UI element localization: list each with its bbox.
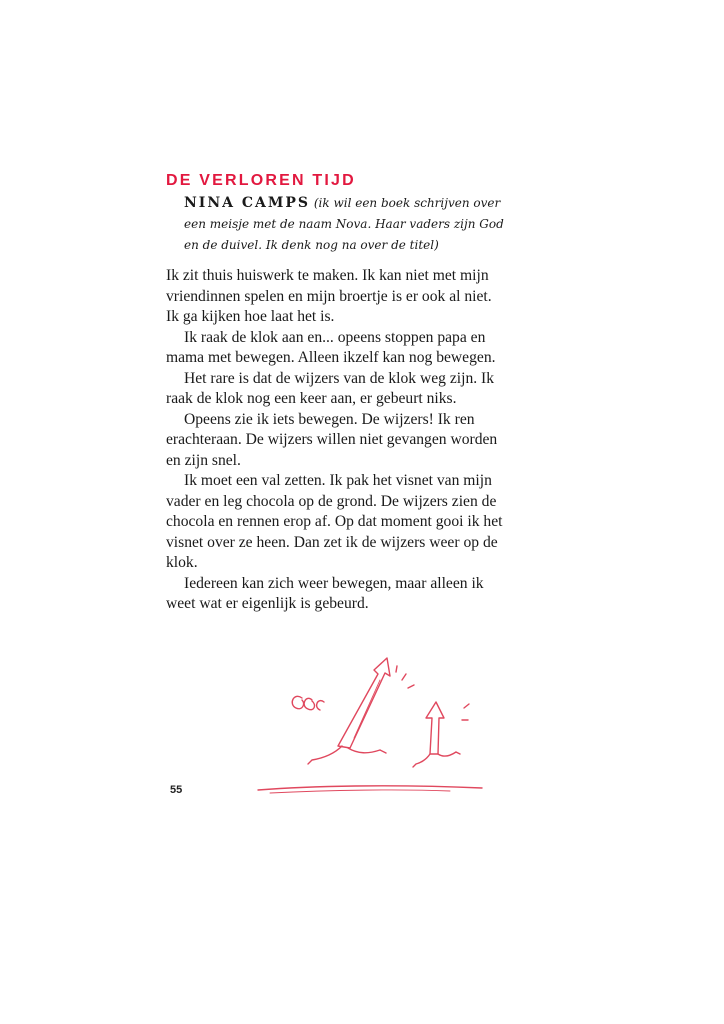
author-note: (ik wil een boek schrijven over een meisje met de naam Nova. Haar vaders zijn God en de duivel. Ik denk nog na over de titel): [184, 196, 504, 252]
motion-swirls: [292, 696, 324, 710]
paragraph: Opeens zie ik iets bewegen. De wijzers! Ik ren erachteraan. De wijzers willen niet gevangen worden en zijn snel.: [166, 410, 498, 469]
motion-ticks: [396, 666, 469, 720]
page-number: 55: [170, 784, 183, 796]
byline: [184, 193, 504, 256]
paragraph: Ik raak de klok aan en... opeens stoppen papa en mama met bewegen. Alleen ikzelf kan nog bewegen.: [166, 328, 496, 366]
author-name: NINA CAMPS: [184, 195, 311, 211]
paragraph: Ik moet een val zetten. Ik pak het visnet van mijn vader en leg chocola op de grond. De wijzers zien de chocola en rennen erop af. Op dat moment gooi ik het visnet over ze heen. Dan zet ik de wijzers weer op de klok.: [166, 472, 503, 571]
paragraph: Iedereen kan zich weer bewegen, maar alleen ik weet wat er eigenlijk is gebeurd.: [166, 574, 484, 612]
hour-hand-arrow: [426, 702, 444, 754]
minute-hand-legs: [308, 746, 386, 764]
clock-hands-sketch: [250, 650, 490, 800]
minute-hand-arrow: [338, 658, 390, 748]
paragraph: Ik zit thuis huiswerk te maken. Ik kan niet met mijn vriendinnen spelen en mijn broertje is er ook al niet. Ik ga kijken hoe laat het is.: [166, 267, 492, 325]
story-text: [166, 266, 506, 615]
story-title: DE VERLOREN TIJD: [166, 172, 356, 189]
paragraph: Het rare is dat de wijzers van de klok weg zijn. Ik raak de klok nog een keer aan, er gebeurt niks.: [166, 369, 495, 407]
ground-line: [258, 786, 482, 790]
